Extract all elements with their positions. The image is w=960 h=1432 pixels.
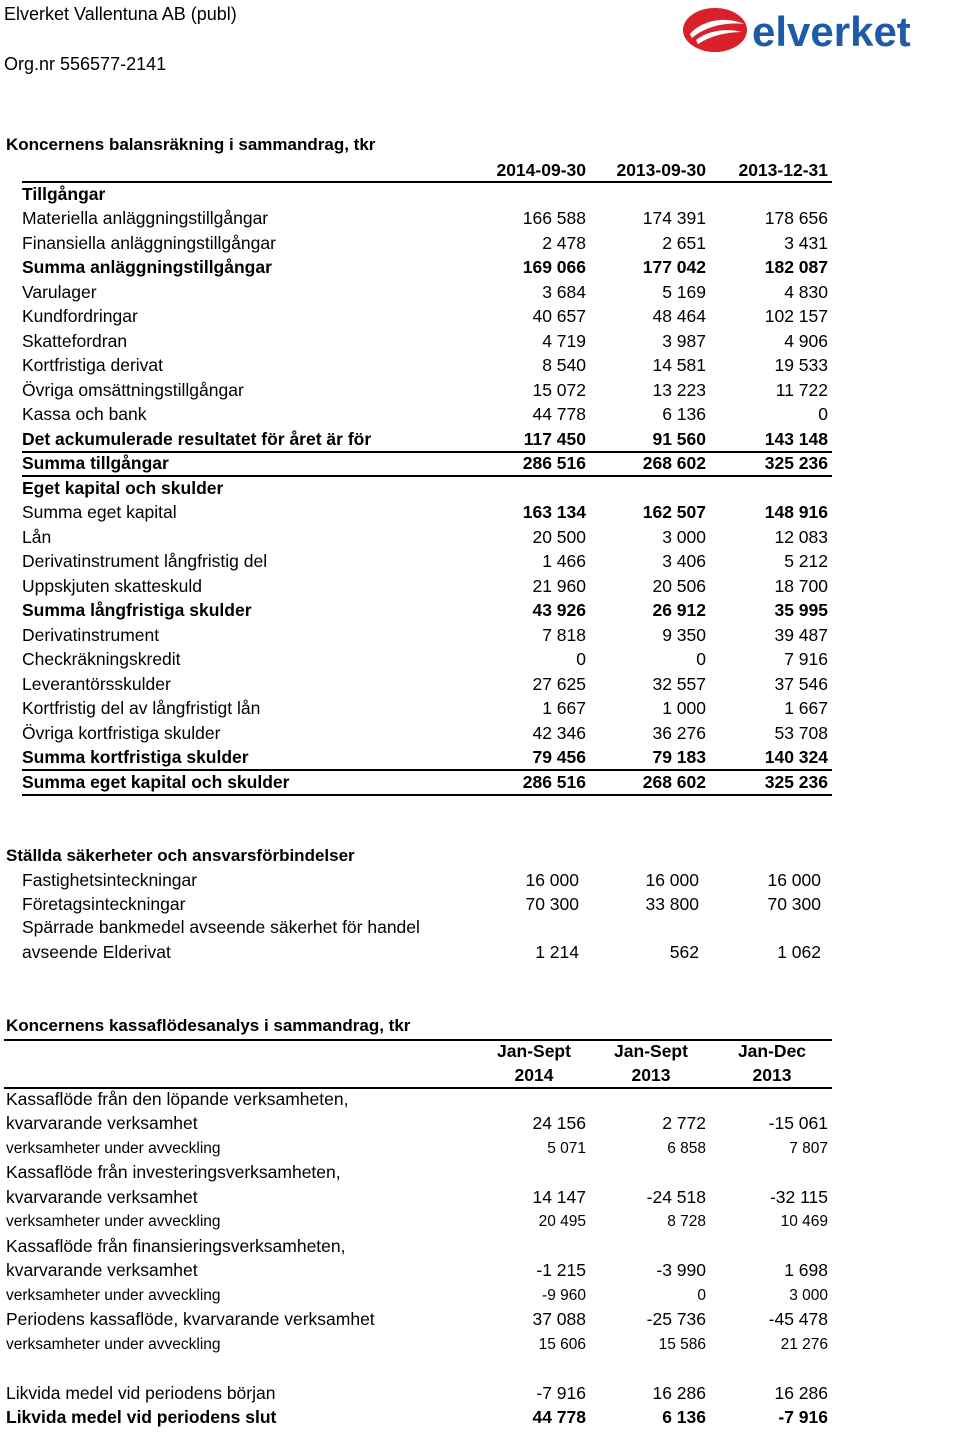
table-row bbox=[0, 255, 960, 279]
table-row bbox=[0, 304, 960, 328]
row-value: 32 557 bbox=[652, 674, 706, 694]
row-value: 18 700 bbox=[774, 576, 828, 596]
row-value: 325 236 bbox=[764, 772, 828, 792]
row-label: Likvida medel vid periodens början bbox=[6, 1383, 276, 1403]
table-row bbox=[0, 915, 960, 939]
row-value: 70 300 bbox=[767, 894, 821, 914]
row-label: Eget kapital och skulder bbox=[22, 478, 224, 498]
row-value: 16 000 bbox=[645, 870, 699, 890]
table-row bbox=[0, 770, 960, 794]
row-label: Fastighetsinteckningar bbox=[22, 870, 198, 890]
row-value: 2 478 bbox=[542, 233, 586, 253]
row-value: -24 518 bbox=[646, 1187, 706, 1207]
row-label: Summa långfristiga skulder bbox=[22, 600, 252, 620]
row-value: 1 466 bbox=[542, 551, 586, 571]
row-value: 37 088 bbox=[532, 1309, 586, 1329]
logo-swoosh bbox=[683, 8, 747, 52]
row-value: 1 667 bbox=[542, 698, 586, 718]
row-value: 42 346 bbox=[532, 723, 586, 743]
col-header: 2013-12-31 bbox=[738, 160, 828, 180]
row-value: -9 960 bbox=[542, 1287, 586, 1304]
row-label: kvarvarande verksamhet bbox=[6, 1260, 198, 1280]
logo-wordmark: elverket bbox=[752, 8, 911, 54]
row-value: 3 684 bbox=[542, 282, 586, 302]
row-value: 9 350 bbox=[662, 625, 706, 645]
row-value: 117 450 bbox=[523, 429, 586, 449]
row-value: 1 062 bbox=[777, 942, 821, 962]
row-value: 21 960 bbox=[532, 576, 586, 596]
row-value: 143 148 bbox=[764, 429, 828, 449]
row-value: -25 736 bbox=[646, 1309, 706, 1329]
cf-col-header: Jan-Sept bbox=[614, 1041, 688, 1061]
row-value: 14 581 bbox=[652, 355, 706, 375]
table-row bbox=[0, 427, 960, 451]
row-value: 20 506 bbox=[652, 576, 706, 596]
row-value: 0 bbox=[697, 1287, 706, 1304]
row-label: Företagsinteckningar bbox=[22, 894, 186, 914]
row-value: 26 912 bbox=[652, 600, 706, 620]
row-value: 7 818 bbox=[542, 625, 586, 645]
row-label: Summa eget kapital bbox=[22, 502, 177, 522]
table-row bbox=[0, 1381, 960, 1405]
row-value: 39 487 bbox=[774, 625, 828, 645]
row-value: 91 560 bbox=[652, 429, 706, 449]
balance-header-row bbox=[0, 158, 960, 182]
table-row bbox=[0, 353, 960, 377]
row-label: Kassaflöde från den löpande verksamheten, bbox=[6, 1089, 349, 1109]
table-row bbox=[0, 696, 960, 720]
row-value: 7 916 bbox=[784, 649, 828, 669]
row-value: 79 183 bbox=[652, 747, 706, 767]
table-row bbox=[0, 940, 960, 964]
col-header: 2013-09-30 bbox=[616, 160, 706, 180]
row-value: 174 391 bbox=[642, 208, 706, 228]
row-value: 8 540 bbox=[542, 355, 586, 375]
cf-col-year: 2013 bbox=[752, 1065, 792, 1085]
row-value: 6 136 bbox=[662, 1407, 706, 1427]
row-value: 1 698 bbox=[784, 1260, 828, 1280]
table-row bbox=[0, 721, 960, 745]
row-value: 48 464 bbox=[652, 306, 706, 326]
row-label: Kassaflöde från investeringsverksamheten, bbox=[6, 1162, 341, 1182]
row-value: 53 708 bbox=[774, 723, 828, 743]
row-value: 4 719 bbox=[542, 331, 586, 351]
row-value: 286 516 bbox=[522, 772, 586, 792]
row-value: 20 500 bbox=[532, 527, 586, 547]
table-row bbox=[0, 1185, 960, 1209]
elverket-logo bbox=[682, 6, 956, 54]
row-value: 6 858 bbox=[667, 1140, 706, 1157]
row-value: 43 926 bbox=[532, 600, 586, 620]
table-row bbox=[0, 623, 960, 647]
org-number: Org.nr 556577-2141 bbox=[4, 54, 167, 74]
row-value: 140 324 bbox=[764, 747, 828, 767]
row-value: 1 214 bbox=[535, 942, 579, 962]
row-label: Derivatinstrument bbox=[22, 625, 160, 645]
row-value: 40 657 bbox=[532, 306, 586, 326]
row-label: Kortfristig del av långfristigt lån bbox=[22, 698, 261, 718]
row-value: 19 533 bbox=[774, 355, 828, 375]
table-row bbox=[0, 476, 960, 500]
row-value: 182 087 bbox=[764, 257, 828, 277]
row-value: 148 916 bbox=[764, 502, 828, 522]
row-value: 6 136 bbox=[662, 404, 706, 424]
row-value: -3 990 bbox=[656, 1260, 706, 1280]
col-header: 2014-09-30 bbox=[496, 160, 586, 180]
row-label: Lån bbox=[22, 527, 52, 547]
row-value: 44 778 bbox=[532, 404, 586, 424]
row-value: 562 bbox=[669, 942, 699, 962]
table-row bbox=[0, 402, 960, 426]
table-row bbox=[0, 500, 960, 524]
table-row bbox=[0, 1160, 960, 1184]
row-value: 4 830 bbox=[784, 282, 828, 302]
row-label: Kortfristiga derivat bbox=[22, 355, 164, 375]
row-label: Derivatinstrument långfristig del bbox=[22, 551, 268, 571]
row-value: 33 800 bbox=[645, 894, 699, 914]
row-value: 8 728 bbox=[667, 1213, 706, 1230]
row-value: 16 286 bbox=[652, 1383, 706, 1403]
row-value: 15 606 bbox=[538, 1336, 586, 1353]
row-value: 1 000 bbox=[662, 698, 706, 718]
table-row bbox=[0, 182, 960, 206]
row-label: Summa eget kapital och skulder bbox=[22, 772, 290, 792]
company-name: Elverket Vallentuna AB (publ) bbox=[4, 4, 237, 24]
row-value: 5 212 bbox=[784, 551, 828, 571]
row-value: 2 772 bbox=[662, 1113, 706, 1133]
table-row bbox=[0, 647, 960, 671]
row-label: Övriga omsättningstillgångar bbox=[22, 380, 244, 400]
row-value: 4 906 bbox=[784, 331, 828, 351]
table-row bbox=[0, 672, 960, 696]
row-label: Skattefordran bbox=[22, 331, 128, 351]
row-value: 36 276 bbox=[652, 723, 706, 743]
table-row bbox=[0, 745, 960, 769]
table-row bbox=[0, 206, 960, 230]
row-value: 10 469 bbox=[780, 1213, 828, 1230]
row-label: verksamheter under avveckling bbox=[6, 1213, 221, 1230]
row-value: 0 bbox=[818, 404, 828, 424]
row-value: 13 223 bbox=[652, 380, 706, 400]
row-value: 3 000 bbox=[789, 1287, 828, 1304]
table-row bbox=[0, 1258, 960, 1282]
row-value: 286 516 bbox=[522, 453, 586, 473]
row-value: 11 722 bbox=[775, 380, 828, 400]
row-label: Tillgångar bbox=[22, 184, 106, 204]
row-value: 12 083 bbox=[774, 527, 828, 547]
row-value: 37 546 bbox=[774, 674, 828, 694]
row-value: 70 300 bbox=[525, 894, 579, 914]
table-row bbox=[0, 1405, 960, 1429]
row-value: -7 916 bbox=[536, 1383, 586, 1403]
table-row bbox=[0, 451, 960, 475]
row-value: 102 157 bbox=[764, 306, 828, 326]
row-value: 163 134 bbox=[522, 502, 586, 522]
row-value: 35 995 bbox=[774, 600, 828, 620]
row-value: 15 586 bbox=[658, 1336, 706, 1353]
row-label: verksamheter under avveckling bbox=[6, 1287, 221, 1304]
row-value: 5 169 bbox=[662, 282, 706, 302]
table-row bbox=[0, 1307, 960, 1331]
row-value: 79 456 bbox=[532, 747, 586, 767]
table-row bbox=[0, 231, 960, 255]
table-row bbox=[0, 892, 960, 916]
row-value: 16 000 bbox=[525, 870, 579, 890]
row-value: 162 507 bbox=[642, 502, 706, 522]
cf-col-header: Jan-Sept bbox=[497, 1041, 571, 1061]
row-value: 16 286 bbox=[774, 1383, 828, 1403]
table-row bbox=[0, 280, 960, 304]
table-row bbox=[0, 574, 960, 598]
row-value: 24 156 bbox=[532, 1113, 586, 1133]
row-label: Övriga kortfristiga skulder bbox=[22, 723, 221, 743]
cf-col-year: 2013 bbox=[631, 1065, 671, 1085]
cf-col-header: Jan-Dec bbox=[737, 1041, 807, 1061]
row-label: Summa tillgångar bbox=[22, 453, 169, 473]
row-label: Spärrade bankmedel avseende säkerhet för handel bbox=[22, 917, 420, 937]
row-label: Leverantörsskulder bbox=[22, 674, 171, 694]
row-value: 20 495 bbox=[538, 1213, 586, 1230]
row-label: Kundfordringar bbox=[22, 306, 138, 326]
row-value: 169 066 bbox=[522, 257, 586, 277]
row-value: 7 807 bbox=[789, 1140, 828, 1157]
row-value: 2 651 bbox=[662, 233, 706, 253]
row-label: verksamheter under avveckling bbox=[6, 1336, 221, 1353]
row-label: Periodens kassaflöde, kvarvarande verksamhet bbox=[6, 1309, 375, 1329]
table-row bbox=[0, 549, 960, 573]
table-row bbox=[0, 1333, 960, 1357]
cf-col-year: 2014 bbox=[514, 1065, 554, 1085]
row-value: 268 602 bbox=[642, 772, 706, 792]
table-row bbox=[0, 598, 960, 622]
table-row bbox=[0, 1111, 960, 1135]
row-value: 1 667 bbox=[784, 698, 828, 718]
table-row bbox=[0, 525, 960, 549]
row-label: Summa kortfristiga skulder bbox=[22, 747, 249, 767]
row-value: -7 916 bbox=[778, 1407, 828, 1427]
row-value: 16 000 bbox=[767, 870, 821, 890]
row-value: -15 061 bbox=[768, 1113, 828, 1133]
row-label: Kassa och bank bbox=[22, 404, 147, 424]
table-row bbox=[0, 1137, 960, 1161]
row-value: 3 431 bbox=[784, 233, 828, 253]
row-value: 3 406 bbox=[662, 551, 706, 571]
cashflow-title: Koncernens kassaflödesanalys i sammandrag, tkr bbox=[6, 1016, 411, 1035]
row-label: kvarvarande verksamhet bbox=[6, 1113, 198, 1133]
row-label: Det ackumulerade resultatet för året är för bbox=[22, 429, 372, 449]
table-row bbox=[0, 1087, 960, 1111]
row-value: 15 072 bbox=[532, 380, 586, 400]
row-value: 268 602 bbox=[642, 453, 706, 473]
row-value: 0 bbox=[696, 649, 706, 669]
row-label: Summa anläggningstillgångar bbox=[22, 257, 272, 277]
row-label: Materiella anläggningstillgångar bbox=[22, 208, 269, 228]
row-label: kvarvarande verksamhet bbox=[6, 1187, 198, 1207]
row-value: 3 000 bbox=[662, 527, 706, 547]
table-row bbox=[0, 1234, 960, 1258]
row-label: Checkräkningskredit bbox=[22, 649, 181, 669]
row-value: 177 042 bbox=[642, 257, 706, 277]
row-label: Kassaflöde från finansieringsverksamheten, bbox=[6, 1236, 346, 1256]
securities-title: Ställda säkerheter och ansvarsförbindelser bbox=[6, 846, 355, 865]
row-value: -45 478 bbox=[768, 1309, 828, 1329]
row-value: 0 bbox=[576, 649, 586, 669]
row-label: Likvida medel vid periodens slut bbox=[6, 1407, 277, 1427]
row-value: 325 236 bbox=[764, 453, 828, 473]
row-label: Varulager bbox=[22, 282, 97, 302]
table-row bbox=[0, 1210, 960, 1234]
row-label: Finansiella anläggningstillgångar bbox=[22, 233, 276, 253]
row-value: -32 115 bbox=[769, 1187, 828, 1207]
divider bbox=[22, 794, 832, 796]
table-row bbox=[0, 1284, 960, 1308]
row-value: 44 778 bbox=[532, 1407, 586, 1427]
row-value: 166 588 bbox=[522, 208, 586, 228]
row-value: 21 276 bbox=[780, 1336, 828, 1353]
table-row bbox=[0, 378, 960, 402]
row-value: 27 625 bbox=[532, 674, 586, 694]
table-row bbox=[0, 868, 960, 892]
row-value: -1 215 bbox=[536, 1260, 586, 1280]
balance-title: Koncernens balansräkning i sammandrag, tkr bbox=[6, 135, 376, 154]
table-row bbox=[0, 329, 960, 353]
row-value: 3 987 bbox=[662, 331, 706, 351]
row-value: 14 147 bbox=[532, 1187, 586, 1207]
row-value: 178 656 bbox=[764, 208, 828, 228]
row-label: Uppskjuten skatteskuld bbox=[22, 576, 202, 596]
row-label: verksamheter under avveckling bbox=[6, 1140, 221, 1157]
row-label: avseende Elderivat bbox=[22, 942, 171, 962]
row-value: 5 071 bbox=[547, 1140, 586, 1157]
